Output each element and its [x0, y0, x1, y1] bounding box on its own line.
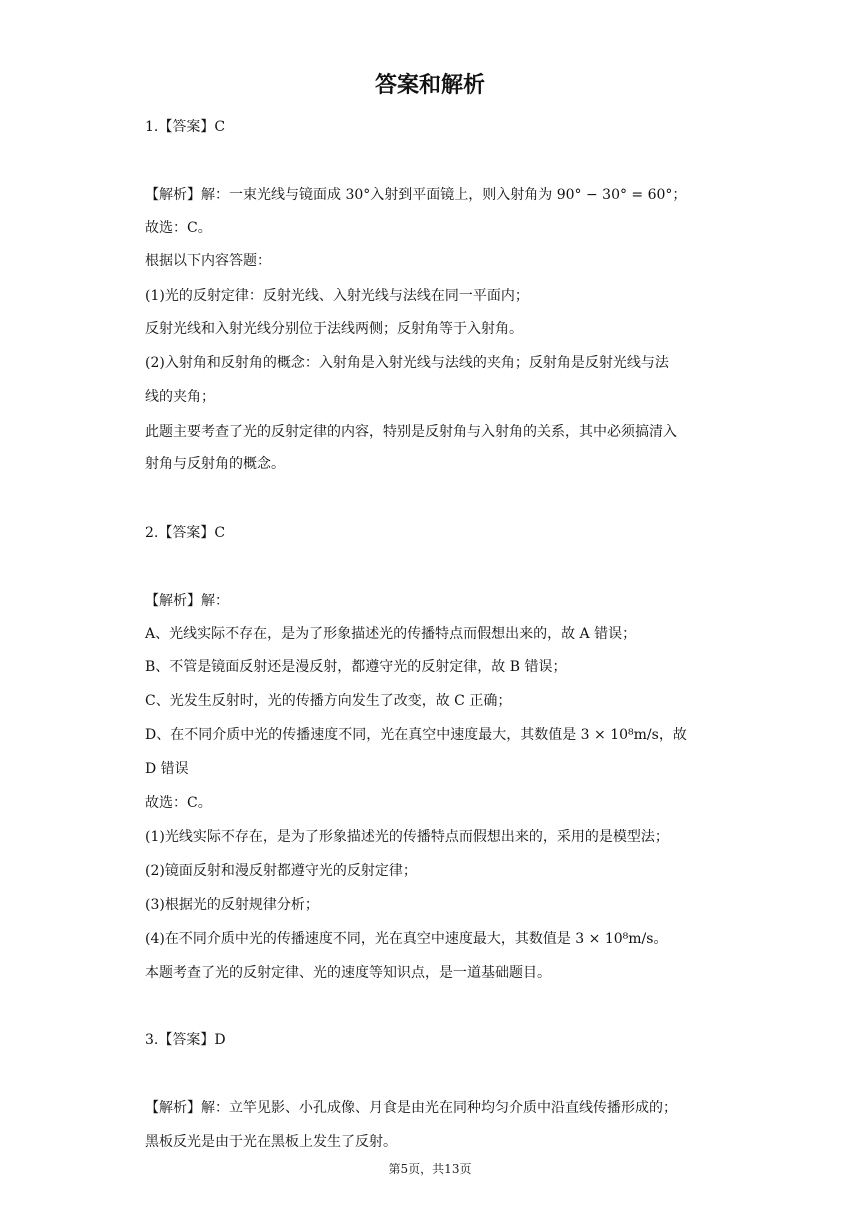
page-number-footer: 第5页，共13页 — [388, 1162, 472, 1176]
answer-1-heading: 1.【答案】C — [145, 119, 226, 135]
page-title: 答案和解析 — [374, 73, 485, 98]
analysis-2-line: (1)光线实际不存在，是为了形象描述光的传播特点而假想出来的，采用的是模型法； — [145, 829, 669, 845]
analysis-2-line: B、不管是镜面反射还是漫反射，都遵守光的反射定律，故 B 错误； — [145, 659, 567, 675]
analysis-2-line: 故选：C。 — [145, 795, 212, 811]
analysis-2-line: (4)在不同介质中光的传播速度不同，光在真空中速度最大，其数值是 3 × 10⁸m/s。 — [145, 931, 668, 947]
analysis-1-line: 此题主要考查了光的反射定律的内容，特别是反射角与入射角的关系，其中必须搞清入 — [145, 424, 677, 440]
analysis-1-line: 反射光线和入射光线分别位于法线两侧；反射角等于入射角。 — [145, 321, 523, 337]
analysis-1-line: 射角与反射角的概念。 — [145, 456, 285, 472]
analysis-1-line: 故选：C。 — [145, 220, 212, 236]
analysis-2-line: 本题考查了光的反射定律、光的速度等知识点，是一道基础题目。 — [145, 965, 551, 981]
analysis-2-line: C、光发生反射时，光的传播方向发生了改变，故 C 正确； — [145, 693, 512, 709]
analysis-2-line: (3)根据光的反射规律分析； — [145, 897, 319, 913]
analysis-2-line: 【解析】解： — [145, 593, 229, 609]
analysis-2-line: A、光线实际不存在，是为了形象描述光的传播特点而假想出来的，故 A 错误； — [145, 626, 637, 642]
analysis-1-line: 【解析】解：一束光线与镜面成 30°入射到平面镜上，则入射角为 90° − 30° = 60°； — [145, 187, 687, 203]
analysis-2-line: D 错误 — [145, 761, 189, 777]
analysis-1-line: 根据以下内容答题： — [145, 253, 271, 269]
analysis-2-line: (2)镜面反射和漫反射都遵守光的反射定律； — [145, 863, 417, 879]
analysis-1-line: (1)光的反射定律：反射光线、入射光线与法线在同一平面内； — [145, 288, 529, 304]
answer-2-heading: 2.【答案】C — [145, 525, 226, 541]
analysis-3-line: 【解析】解：立竿见影、小孔成像、月食是由光在同种均匀介质中沿直线传播形成的； — [145, 1100, 677, 1116]
analysis-2-line: D、在不同介质中光的传播速度不同，光在真空中速度最大，其数值是 3 × 10⁸m/s，故 — [145, 727, 687, 743]
analysis-1-line: (2)入射角和反射角的概念：入射角是入射光线与法线的夹角；反射角是反射光线与法 — [145, 355, 669, 371]
analysis-3-line: 黑板反光是由于光在黑板上发生了反射。 — [145, 1134, 397, 1150]
analysis-1-line: 线的夹角； — [145, 389, 215, 405]
answer-3-heading: 3.【答案】D — [145, 1032, 226, 1048]
